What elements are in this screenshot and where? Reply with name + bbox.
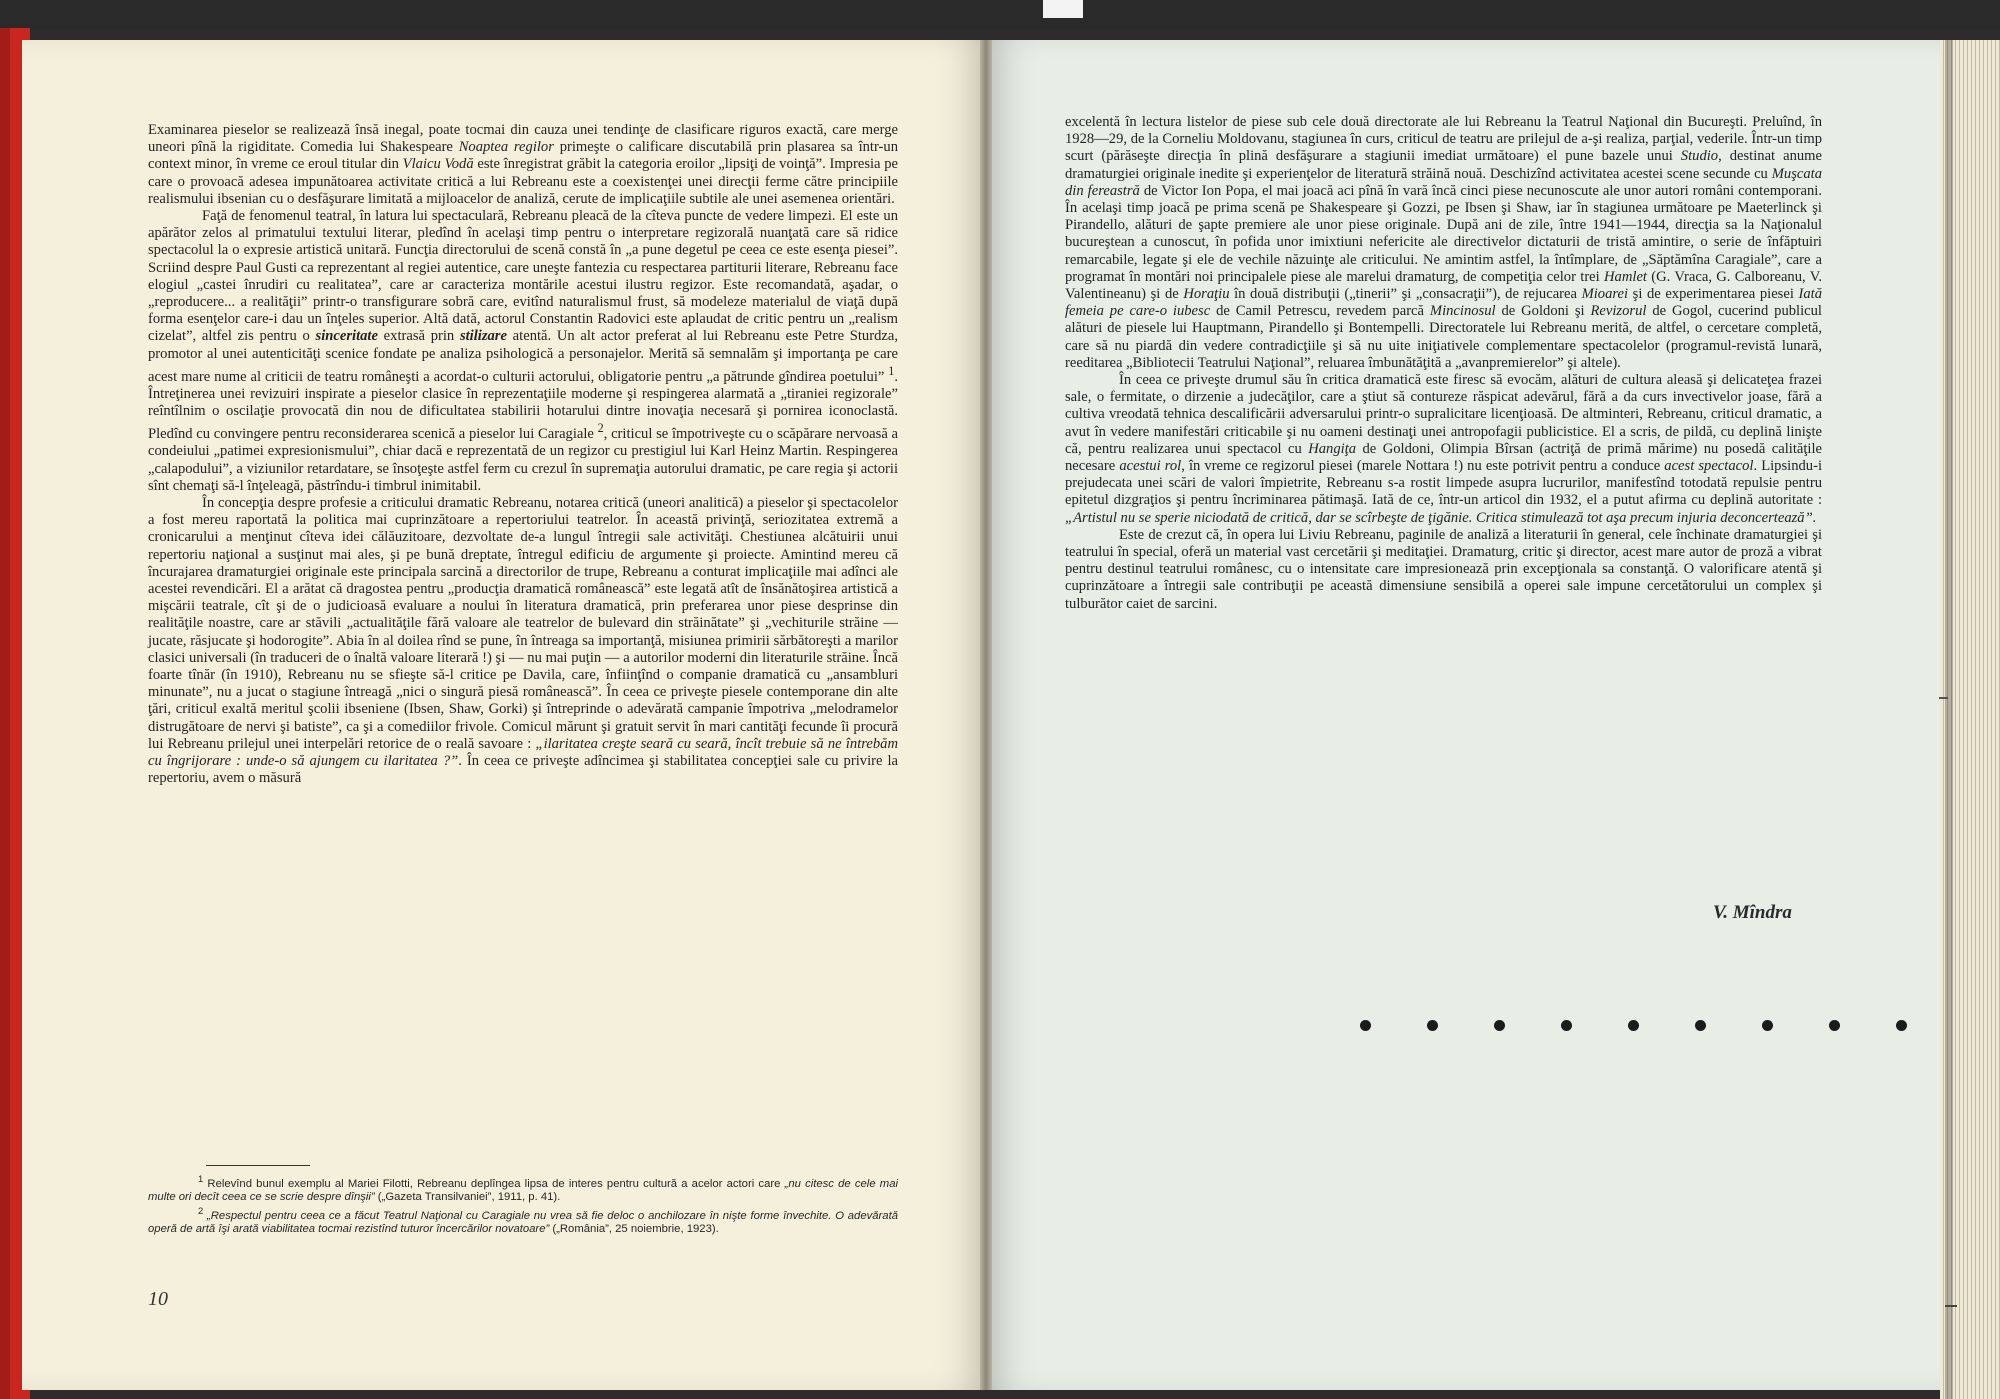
- left-paragraph: Faţă de fenomenul teatral, în latura lui spectaculară, Rebreanu pleacă de la cîteva puncte de vedere limpezi. El este un apărător zelos al primatului textului literar, pledînd în acelaşi timp pentru o interpretare regizorală nuanţată care să ridice spectacolul la o expresie artistică unitară. Funcţia directorului de scenă constă în „a pune degetul pe ceea ce este esenţa piesei”. Scriind despre Paul Gusti ca reprezentant al regiei autentice, care uneşte fantezia cu respectarea partiturii literare, Rebreanu face elogiul „castei înrudiri cu realitatea”, care ar caracteriza montările acestui ilustru regizor. Este recomandată, aşadar, o „reproducere... a realităţii” printr-o transfigurare sobră care, evitînd naturalismul frust, să modeleze materialul de viaţă după forma esenţelor care-i dau un înţeles superior. Altă dată, actorul Constantin Radovici este aplaudat de critic pentru un „realism cizelat”, altfel zis pentru o sinceritate extrasă prin stilizare atentă. Un alt actor preferat al lui Rebreanu este Petre Sturdza, promotor al unei autenticităţi scenice fondate pe analiza psihologică a personajelor. Merită să semnalăm şi importanţa pe care acest mare nume al criticii de teatru româneşti a acordat-o culturii actorului, obligatorie pentru „a pătrunde gîndirea poetului” $^1$. Întreţinerea unei revizuiri inspirate a pieselor clasice în reprezentaţiile moderne şi respingerea alarmată a „tiraniei regizorale” reîntîlnim o oscilaţie provocată din nou de dificultatea stabilirii hotarului dintre inovaţia necesară şi pornirea iconoclastă. Pledînd cu convingere pentru reconsiderarea scenică a pieselor lui Caragiale $^2$, criticul se împotriveşte cu o scăpărare nervoasă a condeiului „patimei expresionismului”, chiar dacă e reprezentată de un regizor cu prestigiul lui Karl Heinz Martin. Respingerea „calapodului”, a viziunilor retardatare, se însoţeşte astfel ferm cu crezul în supremaţia autorului dramatic, pe care regia şi actorii sînt chemaţi să-l înţeleagă, păstrîndu-i timbrul inimitabil.: [148, 208, 898, 494]
- right-paragraph: excelentă în lectura listelor de piese sub cele două directorate ale lui Rebreanu la Teatrul Naţional din Bucureşti. Preluînd, în 1928—29, de la Corneliu Moldovanu, stagiunea în curs, criticul de teatru are prilejul de a-şi realiza, parţial, vederile. Într-un timp scurt (părăseşte direcţia în plină desfăşurare a stagiunii imediat următoare) el pune bazele unui Studio, destinat anume dramaturgiei originale inedite şi experienţelor de literatură străină nouă. Deschizînd activitatea acestei scene secunde cu Muşcata din fereastră de Victor Ion Popa, el mai joacă aci pînă în vară încă cinci piese necunoscute ale unor autori români contemporani. În acelaşi timp joacă pe prima scenă pe Shakespeare şi Gozzi, pe Ibsen şi Shaw, iar în stagiunea următoare pe Maeterlinck şi Pirandello, alături de şapte premiere ale unor piese originale. După ani de zile, între 1941—1944, direcţia sa la Naţionalul bucureştean a cunoscut, în pofida unor imixtiuni nefericite ale directivelor dictaturii de tristă amintire, o serie de înfăptuiri remarcabile, legate şi ele de vechile năzuinţe ale criticului. Ne amintim astfel, la întîmplare, de „Săptămîna Caragiale”, care a programat în montări noi principalele piese ale marelui dramaturg, de competiţia celor trei Hamlet (G. Vraca, G. Calboreanu, V. Valentineanu) şi de Horaţiu în două distribuţii („tinerii” şi „consacraţii”), de rejucarea Mioarei şi de experimentarea piesei Iată femeia pe care-o iubesc de Camil Petrescu, revedem parcă Mincinosul de Goldoni şi Revizorul de Gogol, cucerind publicul alături de piesele lui Hauptmann, Pirandello şi Bontempelli. Directoratele lui Rebreanu merită, de altfel, o cercetare completă, care să nu piardă din vedere contradicţiile şi să nu uite iniţiativele complementare spectacolelor (programul-revistă lunară, reeditarea „Bibliotecii Teatrului Naţional”, reluarea îmbunătăţită a „avanpremierelor” şi altele).: [1065, 114, 1823, 371]
- book-spine: [980, 40, 992, 1390]
- ornament-dot: [1762, 1020, 1773, 1031]
- ornament-dot: [1561, 1020, 1572, 1031]
- page-edge-shadow: [1945, 40, 1953, 1399]
- edge-mark: [1939, 697, 1948, 699]
- ornament-dot: [1427, 1020, 1438, 1031]
- left-paragraph: Examinarea pieselor se realizează însă inegal, poate tocmai din cauza unei tendinţe de clasificare riguros exactă, care merge uneori pînă la rigiditate. Comedia lui Shakespeare Noaptea regilor primeşte o calificare discutabilă prin plasarea sa într-un context minor, în vreme ce eroul titular din Vlaicu Vodă este înregistrat grăbit la categoria eroilor „lipsiţi de voinţă”. Impresia pe care o provoacă adesea impunătoarea activitate critică a lui Rebreanu este a coexistenţei unei direcţii ferme către principiile realismului ibsenian cu o desfăşurare limitată a mijloacelor de analiză, cerute de implicaţiile subtile ale unei asemenea orientări.: [148, 122, 899, 207]
- ornament-dot: [1695, 1020, 1706, 1031]
- ornament-dot: [1896, 1020, 1907, 1031]
- ornament-dot: [1360, 1020, 1371, 1031]
- ornament-dot: [1628, 1020, 1639, 1031]
- footnotes: [148, 1172, 898, 1236]
- author-signature: V. Mîndra: [1713, 902, 1792, 923]
- right-paragraph: Este de crezut că, în opera lui Liviu Rebreanu, paginile de analiză a literaturii în general, cele închinate dramaturgiei şi teatrului în special, oferă un material vast cercetării şi meditaţiei. Dramaturg, critic şi director, acest mare autor de proză a vibrat pentru destinul teatrului românesc, cu o intensitate care impresionează prin excepţionala sa constanţă. O valorificare atentă şi cuprinzătoare a întregii sale contribuţii pe această dimensiune sensibilă a operei sale impune cercetătorului un complex şi tulburător caiet de sarcini.: [1065, 526, 1822, 612]
- footnote: $^1$ Relevînd bunul exemplu al Mariei Filotti, Rebreanu deplîngea lipsa de interes pentru cultură a acelor actori care „nu citesc de cele mai multe ori decît ceea ce se scrie despre dînşii” („Gazeta Transilvaniei”, 1911, p. 41).: [148, 1173, 898, 1203]
- top-white-patch: [1043, 0, 1083, 18]
- footnote-rule: [206, 1165, 310, 1166]
- right-text-column: [1065, 114, 1822, 613]
- right-paragraph: În ceea ce priveşte drumul său în critica dramatică este firesc să evocăm, alături de cultura aleasă şi delicateţea frazei sale, o fermitate, o dirzenie a judecăţilor, care a ştiut să contureze răspicat adevărul, fără a da curs invectivelor joase, fără a cultiva vreodată tehnica descalificării adversarului printr-o supralicitare licenţioasă. De altminteri, Rebreanu, criticul dramatic, a avut în vedere manifestări criticabile şi nu oameni destinaţi unei antropofagii publicistice. El a scris, de pildă, cu deplină linişte că, pentru realizarea unui spectacol cu Hangiţa de Goldoni, Olimpia Bîrsan (actriţă de primă mărime) nu posedă calităţile necesare acestui rol, în vreme ce regizorul piesei (marele Nottara !) nu este potrivit pentru a conduce acest spectacol. Lipsindu-i prejudecata unei scări de valori împietrite, Rebreanu s-a rostit limpede asupra lucrurilor, manifestînd totodată repulsie pentru epitetul dizgraţios şi pentru încriminarea pătimaşă. Iată de ce, într-un articol din 1932, el a putut afirma cu deplină autoritate : „Artistul nu se sperie niciodată de critică, dar se scîrbeşte de ţigănie. Critica stimulează tot aşa precum injuria deconcertează”.: [1065, 372, 1823, 526]
- page-number: 10: [148, 1288, 168, 1310]
- left-text-column: [148, 122, 898, 787]
- top-dark-strip: [0, 0, 2000, 30]
- left-paragraph: În concepţia despre profesie a criticului dramatic Rebreanu, notarea critică (uneori analitică) a pieselor şi spectacolelor a fost mereu raportată la politica mai cuprinzătoare a repertoriului teatrelor. În această privinţă, seriozitatea extremă a cronicarului a menţinut cîteva idei călăuzitoare, dezvoltate de-a lungul întregii sale activităţi. Chestiunea alcătuirii unui repertoriu naţional a susţinut mai ales, şi pe bună dreptate, întregul edificiu de argumente şi proiecte. Amintind mereu că încurajarea dramaturgiei originale este principala sarcină a directorilor de trupe, Rebreanu a conturat implicaţiile mai adînci ale acestei revendicări. El a arătat că dragostea pentru „producţia dramatică românească” este legată atît de însănătoşirea artistică a mişcării teatrale, cît şi de o judicioasă evaluare a noului în literatura dramatică, prin preferarea unor piese desprinse din realităţile noastre, care ar stăvili „actualităţile fără valoare ale teatrelor de bulevard din străinătate” şi „vechiturile străine — jucate, răsjucate şi hodorogite”. Abia în al doilea rînd se pune, în întreaga sa importanţă, misiunea primirii sărbătoreşti a marilor clasici universali (în traduceri de o înaltă valoare literară !) şi — nu mai puţin — a autorilor moderni din literaturile străine. Încă foarte tînăr (în 1910), Rebreanu nu se sfieşte să-l critice pe Davila, care, înfiinţînd o companie dramatică cu „ansambluri minunate”, nu a jucat o stagiune întreagă „nici o singură piesă românească”. În ceea ce priveşte piesele contemporane din alte ţări, criticul exaltă meritul şcolii ibseniene (Ibsen, Shaw, Gorki) şi întreprinde o adevărată campanie împotriva „melodramelor distrugătoare de nervi şi batiste”, ca şi a comediilor frivole. Comicul mărunt şi gratuit servit în mari cantităţi fecunde îi procură lui Rebreanu prilejul unei interpelări retorice de o reală savoare : „ilaritatea creşte seară cu seară, încît trebuie să ne întrebăm cu îngrijorare : unde-o să ajungem cu ilaritatea ?”. În ceea ce priveşte adîncimea şi stabilitatea concepţiei sale cu privire la repertoriu, avem o măsură: [148, 494, 898, 787]
- ornament-dots: [1360, 1020, 1930, 1032]
- footnote: $^2$ „Respectul pentru ceea ce a făcut Teatrul Naţional cu Caragiale nu vrea să fie deloc o anchilozare în nişte forme învechite. O adevărată operă de artă îşi arată viabilitatea tocmai rezistînd tuturor încercărilor novatoare” („România”, 25 noiembrie, 1923).: [148, 1204, 899, 1235]
- ornament-dot: [1494, 1020, 1505, 1031]
- edge-mark-lower: [1945, 1305, 1957, 1307]
- book-cover-edge-inner: [0, 28, 10, 1399]
- ornament-dot: [1829, 1020, 1840, 1031]
